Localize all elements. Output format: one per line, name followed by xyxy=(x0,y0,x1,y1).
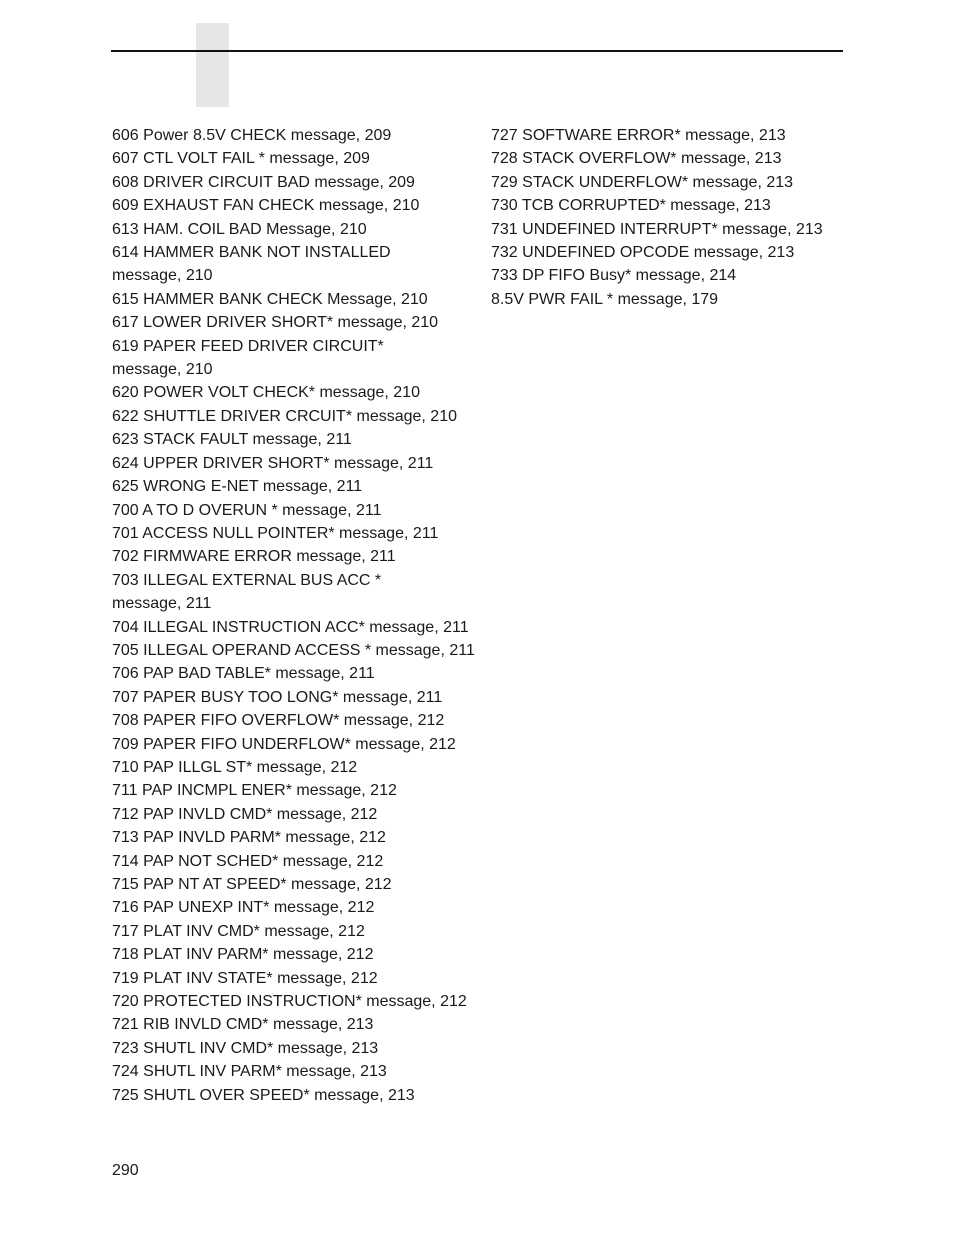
index-entry: 723 SHUTL INV CMD* message, 213 xyxy=(112,1039,379,1057)
index-entry: 724 SHUTL INV PARM* message, 213 xyxy=(112,1063,387,1081)
index-entry: 609 EXHAUST FAN CHECK message, 210 xyxy=(112,197,420,215)
index-entry: 714 PAP NOT SCHED* message, 212 xyxy=(112,852,384,870)
index-entry: 731 UNDEFINED INTERRUPT* message, 213 xyxy=(491,220,823,238)
index-entry: 716 PAP UNEXP INT* message, 212 xyxy=(112,899,375,917)
index-entry: message, 211 xyxy=(112,595,212,613)
index-entry: 730 TCB CORRUPTED* message, 213 xyxy=(491,197,771,215)
index-entry: 8.5V PWR FAIL * message, 179 xyxy=(491,290,719,308)
index-entry: 701 ACCESS NULL POINTER* message, 211 xyxy=(112,524,439,542)
index-entry: 606 Power 8.5V CHECK message, 209 xyxy=(112,127,392,144)
index-entry: 711 PAP INCMPL ENER* message, 212 xyxy=(112,782,397,800)
index-entry: 709 PAPER FIFO UNDERFLOW* message, 212 xyxy=(112,735,456,753)
index-entry: 622 SHUTTLE DRIVER CRCUIT* message, 210 xyxy=(112,407,457,425)
index-entry: 729 STACK UNDERFLOW* message, 213 xyxy=(491,173,794,191)
index-entry: 704 ILLEGAL INSTRUCTION ACC* message, 211 xyxy=(112,618,469,636)
index-entry: 728 STACK OVERFLOW* message, 213 xyxy=(491,150,782,168)
index-column-left xyxy=(112,124,475,1107)
header-rule xyxy=(111,50,843,52)
index-entry: 727 SOFTWARE ERROR* message, 213 xyxy=(491,127,786,144)
index-entry: 708 PAPER FIFO OVERFLOW* message, 212 xyxy=(112,712,445,730)
index-entry: 712 PAP INVLD CMD* message, 212 xyxy=(112,805,378,823)
index-entry: 700 A TO D OVERUN * message, 211 xyxy=(112,501,382,519)
index-entry: 620 POWER VOLT CHECK* message, 210 xyxy=(112,384,420,402)
index-entry: 706 PAP BAD TABLE* message, 211 xyxy=(112,665,375,683)
page-number: 290 xyxy=(112,1162,139,1179)
index-entry: 623 STACK FAULT message, 211 xyxy=(112,431,352,449)
index-entry: 608 DRIVER CIRCUIT BAD message, 209 xyxy=(112,173,415,191)
header-tab xyxy=(196,23,229,107)
index-entry: 707 PAPER BUSY TOO LONG* message, 211 xyxy=(112,688,443,706)
index-entry: 615 HAMMER BANK CHECK Message, 210 xyxy=(112,290,428,308)
index-entry: 607 CTL VOLT FAIL * message, 209 xyxy=(112,150,370,168)
index-entry: 721 RIB INVLD CMD* message, 213 xyxy=(112,1016,374,1034)
index-entry: 624 UPPER DRIVER SHORT* message, 211 xyxy=(112,454,434,472)
index-entry: 715 PAP NT AT SPEED* message, 212 xyxy=(112,876,392,893)
index-entry: 710 PAP ILLGL ST* message, 212 xyxy=(112,758,358,776)
index-column-right xyxy=(491,124,831,311)
index-entry: 717 PLAT INV CMD* message, 212 xyxy=(112,922,365,940)
index-entry: 625 WRONG E-NET message, 211 xyxy=(112,478,363,496)
index-entry: 718 PLAT INV PARM* message, 212 xyxy=(112,946,374,964)
index-entry: 613 HAM. COIL BAD Message, 210 xyxy=(112,220,367,238)
index-entry: 703 ILLEGAL EXTERNAL BUS ACC * xyxy=(112,571,382,589)
index-entry: message, 210 xyxy=(112,267,213,285)
index-entry: 719 PLAT INV STATE* message, 212 xyxy=(112,969,378,987)
index-entry: message, 210 xyxy=(112,361,213,379)
index-entry: 619 PAPER FEED DRIVER CIRCUIT* xyxy=(112,337,384,355)
index-entry: 617 LOWER DRIVER SHORT* message, 210 xyxy=(112,314,439,332)
index-entry: 614 HAMMER BANK NOT INSTALLED xyxy=(112,244,391,262)
index-entry: 702 FIRMWARE ERROR message, 211 xyxy=(112,548,396,566)
index-entry: 720 PROTECTED INSTRUCTION* message, 212 xyxy=(112,993,467,1011)
index-entry: 732 UNDEFINED OPCODE message, 213 xyxy=(491,244,795,262)
index-entry: 733 DP FIFO Busy* message, 214 xyxy=(491,267,737,285)
index-entry: 705 ILLEGAL OPERAND ACCESS * message, 211 xyxy=(112,641,475,659)
index-entry: 713 PAP INVLD PARM* message, 212 xyxy=(112,829,386,847)
index-entry: 725 SHUTL OVER SPEED* message, 213 xyxy=(112,1086,415,1104)
